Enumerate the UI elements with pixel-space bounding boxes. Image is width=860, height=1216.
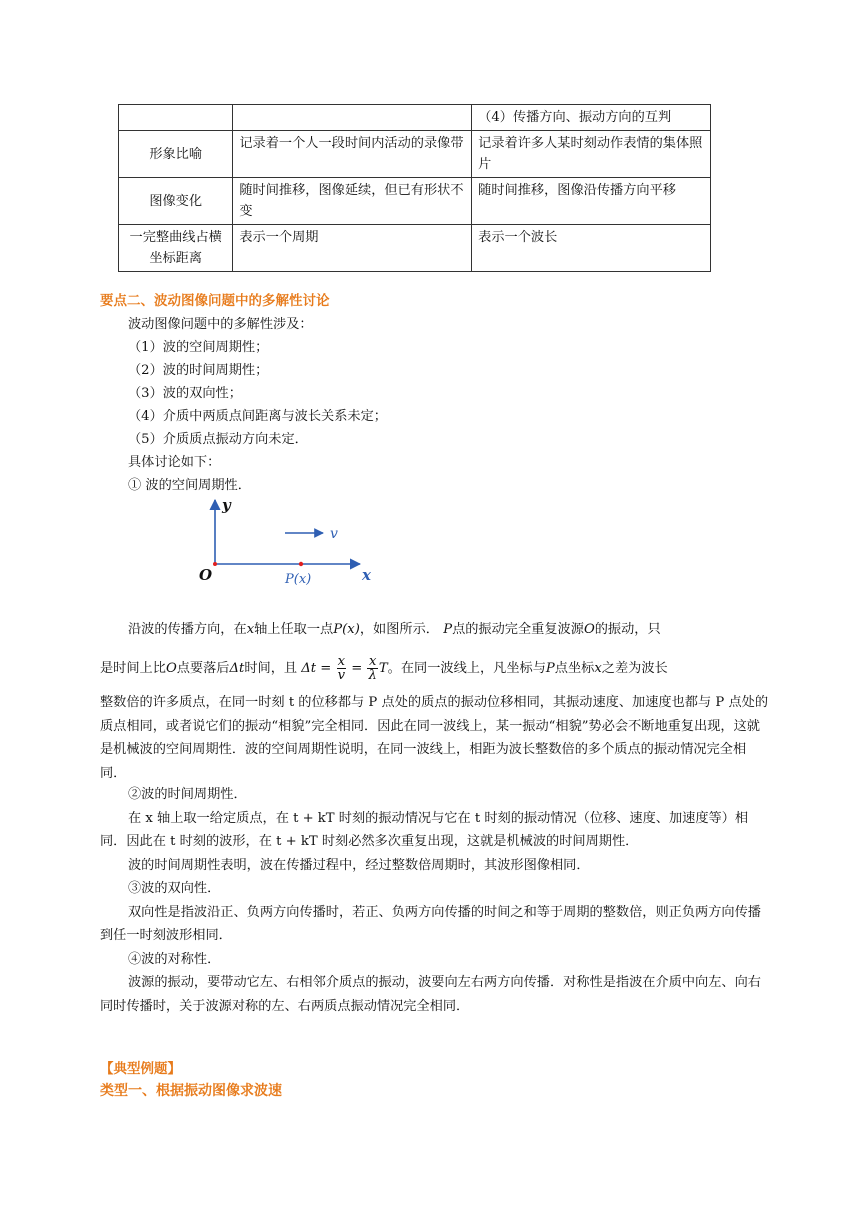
text-run: 时间，且 [244, 661, 298, 676]
table-row [119, 225, 711, 272]
subsection-title: ③波的双向性． [128, 881, 221, 896]
text-run: 点的振动完全重复波源 [452, 622, 584, 637]
subsection-title: ②波的时间周期性． [128, 787, 247, 802]
math-var: P [545, 661, 555, 676]
paragraph [100, 783, 768, 1018]
origin-point [213, 562, 217, 566]
numerator: x [368, 654, 377, 669]
table-cell: 记录着一个人一段时间内活动的录像带 [233, 131, 472, 178]
table-row [119, 178, 711, 225]
math-var: O [583, 622, 595, 637]
math-expr: Δt = [301, 661, 332, 676]
math-var: Δt [229, 661, 245, 676]
table-cell: 表示一个周期 [233, 225, 472, 272]
math-var: P(x) [333, 622, 360, 637]
text-run: 。在同一波线上，凡坐标与 [387, 661, 546, 676]
comparison-table [118, 104, 711, 272]
paragraph-text: 双向性是指波沿正、负两方向传播时，若正、负两方向传播的时间之和等于周期的整数倍，则正负两方向传播到任一时刻波形相同． [100, 904, 761, 943]
velocity-label: v [330, 526, 338, 542]
numerator: x [337, 654, 345, 669]
detail-intro: 具体讨论如下： [128, 455, 221, 470]
table-row [119, 131, 711, 178]
table-row [119, 105, 711, 131]
origin-label: O [199, 566, 213, 584]
x-axis-label: x [362, 566, 371, 584]
fraction [367, 655, 377, 682]
subsection-title: ④波的对称性． [128, 951, 221, 967]
table-cell [233, 105, 472, 131]
math-var: O [165, 661, 177, 676]
table-cell: 记录着许多人某时刻动作表情的集体照片 [472, 131, 711, 178]
list-item: （2）波的时间周期性； [128, 363, 269, 378]
denominator: v [337, 668, 346, 683]
axes-figure [195, 494, 385, 589]
text-run: 点要落后 [176, 661, 230, 676]
section-heading: 要点二、波动图像问题中的多解性讨论 [100, 293, 330, 309]
list-item: （4）介质中两质点间距离与波长关系未定； [128, 409, 387, 424]
text-run: 轴上任取一点 [254, 622, 334, 637]
table-cell: 图像变化 [119, 178, 233, 225]
text-run: 之差为波长 [601, 661, 668, 676]
paragraph-text: 波的时间周期性表明，波在传播过程中，经过整数倍周期时，其波形图像相同． [128, 857, 590, 873]
text-run: 沿波的传播方向，在 [128, 622, 247, 637]
math-expr: = [351, 661, 363, 676]
paragraph-line [128, 618, 661, 637]
text-run: 是时间上比 [100, 661, 166, 676]
table-cell: （4）传播方向、振动方向的互判 [472, 105, 711, 131]
text-run: 的振动，只 [594, 622, 661, 637]
subsection-title: ① 波的空间周期性． [128, 478, 251, 493]
table-cell [119, 105, 233, 131]
point-p-label: P(x) [285, 572, 312, 587]
type-heading: 类型一、根据振动图像求波速 [100, 1083, 282, 1099]
table-cell: 随时间推移，图像沿传播方向平移 [472, 178, 711, 225]
math-var: x [246, 622, 255, 637]
text-run: 点坐标 [554, 661, 595, 676]
denominator: λ [368, 668, 377, 683]
table-cell: 表示一个波长 [472, 225, 711, 272]
examples-heading: 【典型例题】 [100, 1061, 181, 1077]
paragraph-text: 波源的振动，要带动它左、右相邻介质点的振动，波要向左右两方向传播．对称性是指波在介质中向左、向右同时传播时，关于波源对称的左、右两质点振动情况完全相同． [100, 975, 761, 1014]
list-item: （1）波的空间周期性； [128, 340, 269, 355]
math-var: x [594, 661, 602, 676]
paragraph [100, 691, 768, 785]
paragraph-line [100, 655, 668, 682]
paragraph-text: 整数倍的许多质点，在同一时刻 t 的位移都与 P 点处的质点的振动位移相同，其振动速度、加速度也都与 P 点处的质点相同，或者说它们的振动“相貌”完全相同．因此在同一波线上，某一振动“相貌”势必会不断地重复出现，这就是机械波的空间周期性．波的空间周期性说明，在同一波线上，相距为波长整数倍的多个质点的振动情况完全相同． [100, 695, 769, 781]
paragraph-text: 在 x 轴上取一给定质点，在 t + kT 时刻的振动情况与它在 t 时刻的振动情况（位移、速度、加速度等）相同．因此在 t 时刻的波形，在 t + kT 时刻必然多次重复出现，这就是机械波的时间周期性． [100, 810, 749, 849]
table-cell: 一完整曲线占横坐标距离 [119, 225, 233, 272]
y-axis-label: y [222, 496, 231, 514]
point-p [299, 562, 303, 566]
math-var: T [378, 661, 388, 676]
math-var: P [443, 622, 453, 637]
list-item: （3）波的双向性； [128, 386, 242, 401]
fraction [337, 655, 346, 682]
table-cell: 形象比喻 [119, 131, 233, 178]
list-item: （5）介质质点振动方向未定． [128, 432, 308, 447]
section-intro: 波动图像问题中的多解性涉及： [128, 317, 313, 332]
text-run: ，如图所示． [359, 622, 439, 637]
table-cell: 随时间推移，图像延续，但已有形状不变 [233, 178, 472, 225]
